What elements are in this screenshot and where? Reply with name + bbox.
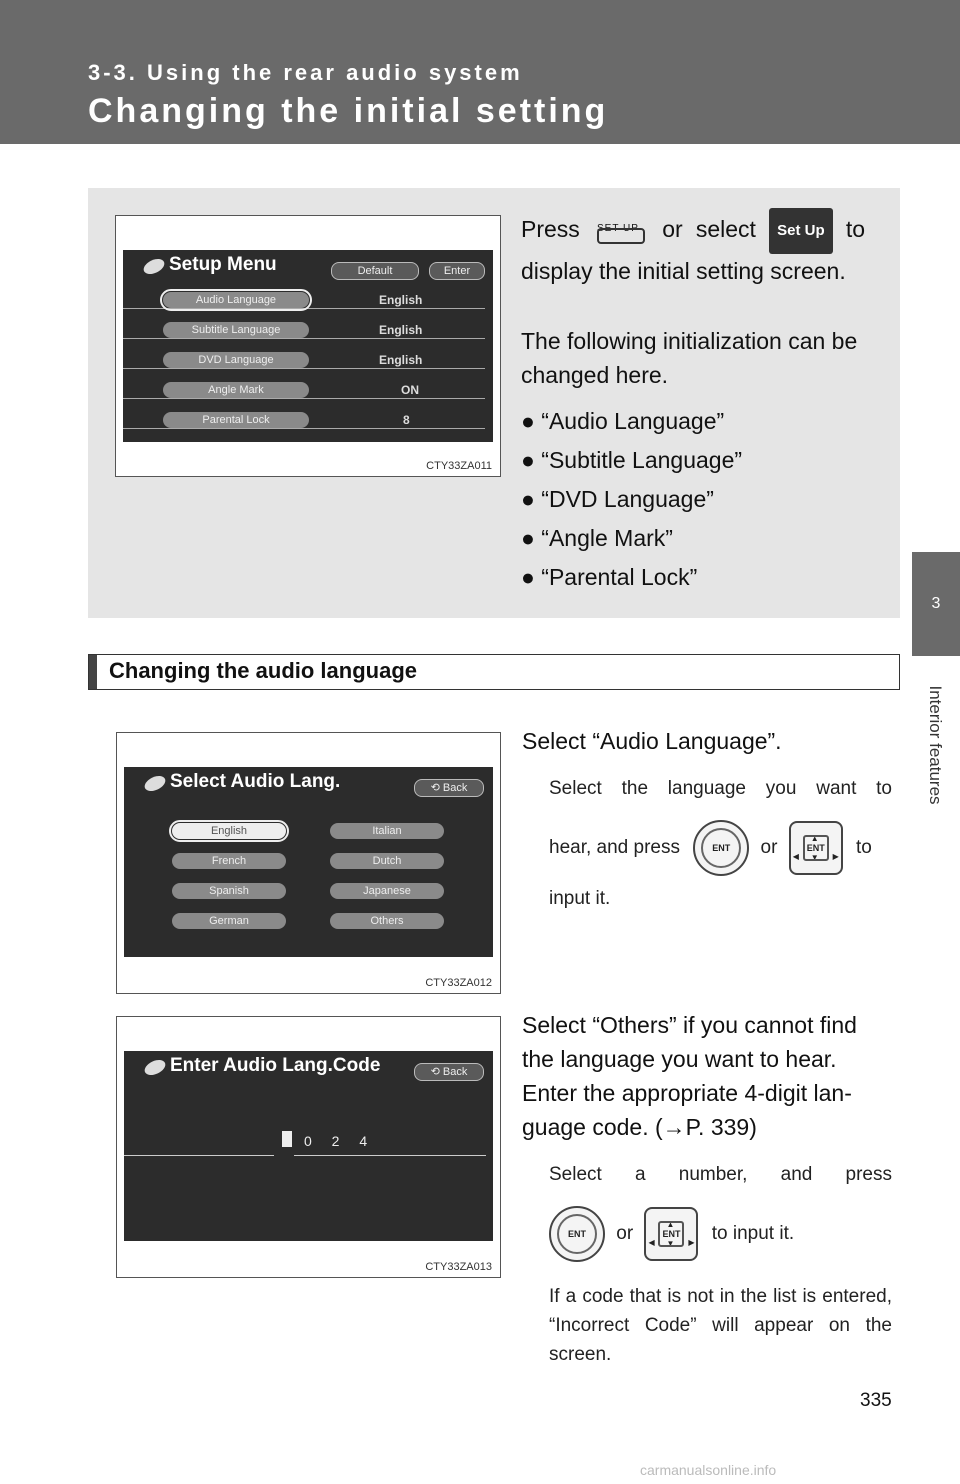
disc-logo-icon: [142, 773, 167, 794]
step-note: hear, and press ENT or ▲ ▼ ◀ ▶ ENT to: [549, 820, 892, 876]
figure-id: CTY33ZA011: [426, 460, 492, 472]
select-audio-lang-figure: [116, 732, 501, 994]
setup-row-value: English: [379, 323, 423, 337]
figure-id: CTY33ZA013: [425, 1261, 492, 1273]
section-label: 3-3. Using the rear audio system: [88, 60, 523, 85]
setup-menu-screen: [123, 250, 493, 442]
language-option: German: [172, 913, 286, 929]
screen-title: Select Audio Lang.: [170, 771, 341, 792]
enter-code-screen: [124, 1051, 493, 1241]
language-option: Others: [330, 913, 444, 929]
setup-row-value: English: [379, 293, 423, 307]
back-button: ⟲ Back: [414, 779, 484, 797]
language-option: Japanese: [330, 883, 444, 899]
bullet-item: ● “DVD Language”: [521, 486, 714, 512]
ent-knob-icon: ENT: [693, 820, 749, 876]
setup-chip-icon: Set Up: [769, 208, 833, 254]
language-option: Italian: [330, 823, 444, 839]
section-heading: Changing the audio language: [88, 654, 900, 690]
screen-title: Enter Audio Lang.Code: [170, 1055, 381, 1076]
page-header: [0, 0, 960, 144]
ent-dpad-icon: ▲ ▼ ◀ ▶ ENT: [644, 1207, 698, 1261]
back-button: ⟲ Back: [414, 1063, 484, 1081]
setup-row-label: Angle Mark: [163, 382, 309, 398]
code-digits: 0 2 4: [304, 1133, 376, 1149]
disc-logo-icon: [141, 256, 166, 277]
setup-row-value: ON: [401, 383, 419, 397]
step-text: Select “Audio Language”.: [522, 728, 782, 754]
default-button: Default: [331, 262, 419, 280]
setup-menu-figure: [115, 215, 501, 477]
language-option: French: [172, 853, 286, 869]
bullet-item: ● “Parental Lock”: [521, 564, 698, 590]
step-note: If a code that is not in the list is entered, “Incorrect Code” will appear on the screen.: [549, 1286, 892, 1365]
setup-row-value: 8: [403, 413, 410, 427]
bullet-item: ● “Angle Mark”: [521, 525, 673, 551]
step-note: Select a number, and press: [549, 1164, 892, 1185]
intro-instruction: Press SET UP or select Set Up to display the initial setting screen.: [521, 208, 865, 288]
setup-row-label: Audio Language: [163, 292, 309, 308]
intro-box: [88, 188, 900, 618]
figure-id: CTY33ZA012: [425, 977, 492, 989]
setup-row-value: English: [379, 353, 423, 367]
screen-title: Setup Menu: [169, 254, 277, 275]
watermark: carmanualsonline.info: [640, 1462, 777, 1478]
chapter-label: Interior features: [926, 685, 945, 805]
bullet-item: ● “Audio Language”: [521, 408, 725, 434]
setup-row-label: Parental Lock: [163, 412, 309, 428]
language-option: English: [172, 823, 286, 839]
setup-row-label: DVD Language: [163, 352, 309, 368]
bullet-item: ● “Subtitle Language”: [521, 447, 743, 473]
page-title: Changing the initial setting: [88, 92, 609, 130]
step-note: input it.: [549, 888, 611, 909]
setup-button-icon: SET UP: [593, 212, 649, 250]
intro-following: The following initialization can be changed here.: [521, 328, 858, 388]
language-option: Spanish: [172, 883, 286, 899]
setup-row-label: Subtitle Language: [163, 322, 309, 338]
enter-button: Enter: [429, 262, 485, 280]
enter-code-figure: [116, 1016, 501, 1278]
chapter-tab: 3: [912, 552, 960, 656]
ent-dpad-icon: ▲ ▼ ◀ ▶ ENT: [789, 821, 843, 875]
disc-logo-icon: [142, 1057, 167, 1078]
page-number: 335: [860, 1390, 892, 1411]
language-option: Dutch: [330, 853, 444, 869]
step-note: Select the language you want to: [549, 778, 892, 799]
cursor-icon: [282, 1131, 292, 1147]
ent-knob-icon: ENT: [549, 1206, 605, 1262]
select-audio-lang-screen: [124, 767, 493, 957]
step-text: Select “Others” if you cannot find the language you want to hear. Enter the appropriate 4-digit lan-guage code. (→P. 339): [522, 1012, 857, 1140]
step-note: ENT or ▲ ▼ ◀ ▶ ENT to input it.: [549, 1206, 892, 1262]
